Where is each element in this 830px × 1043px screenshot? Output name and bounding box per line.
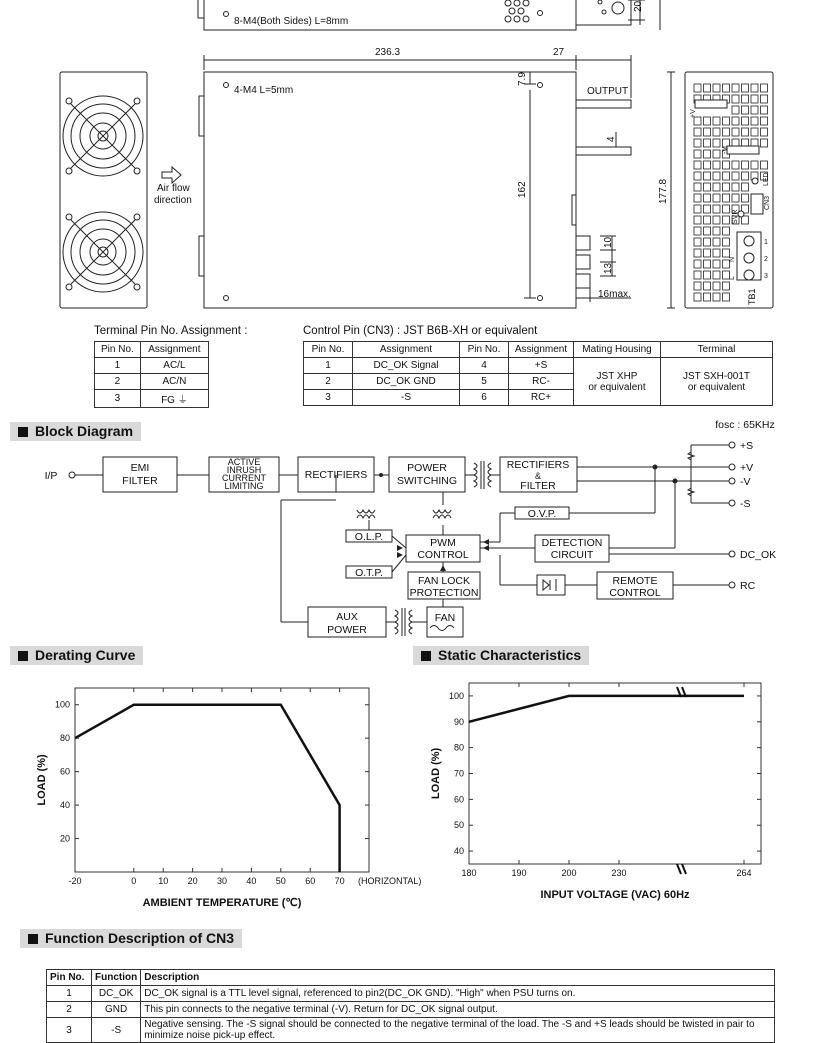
vent-slot <box>713 205 720 213</box>
table-row <box>95 358 209 374</box>
fosc-label: fosc : 65KHz <box>715 419 775 431</box>
vent-slot <box>694 194 701 202</box>
control-header: Pin No. <box>304 342 353 358</box>
vent-slot <box>732 117 739 125</box>
cell: 4 <box>460 358 509 374</box>
ip-label: I/P <box>44 470 58 482</box>
vent-slot <box>704 172 711 180</box>
terminal-line-1: JST SXH-001T <box>682 370 751 382</box>
cell: GND <box>92 1002 141 1018</box>
rect-filter-line-3: FILTER <box>520 480 556 492</box>
otp-label: O.T.P. <box>355 567 383 579</box>
out-dc-ok: DC_OK <box>740 549 777 561</box>
table-row <box>95 374 209 390</box>
vent-slot <box>742 172 749 180</box>
mating-housing-cell <box>574 358 661 406</box>
y-tick-label: 90 <box>453 716 464 727</box>
vent-slot <box>713 260 720 268</box>
vent-slot <box>704 260 711 268</box>
power-switching-line-1: POWER <box>407 462 447 474</box>
vent-slot <box>732 128 739 136</box>
rear-svr: SVR <box>732 209 739 224</box>
rect-filter-line-2: & <box>534 471 542 481</box>
vent-slot <box>694 128 701 136</box>
vent-slot <box>713 293 720 301</box>
vent-slot <box>751 84 758 92</box>
x-tick-label: 0 <box>131 876 137 886</box>
cell: DC_OK Signal <box>353 358 460 374</box>
rear-cn3: CN3 <box>764 195 771 210</box>
pwm-line-1: PWM <box>430 537 456 549</box>
vent-slot <box>723 128 730 136</box>
vent-slot <box>694 161 701 169</box>
housing-line-2: or equivalent <box>588 381 646 393</box>
olp-label: O.L.P. <box>354 531 384 543</box>
vent-slot <box>732 84 739 92</box>
vent-slot <box>732 95 739 103</box>
detection-line-2: CIRCUIT <box>550 549 594 561</box>
vent-slot <box>713 271 720 279</box>
vent-slot <box>704 238 711 246</box>
vent-slot <box>723 183 730 191</box>
fan-label: FAN <box>434 612 456 624</box>
cell: DC_OK signal is a TTL level signal, referenced to pin2(DC_OK GND). "High" when PSU turns on. <box>141 986 775 1002</box>
vent-slot <box>723 205 730 213</box>
vent-slot <box>732 106 739 114</box>
vent-slot <box>732 172 739 180</box>
terminal-table <box>94 341 209 408</box>
vent-slot <box>761 139 768 147</box>
rear-led: LED <box>763 172 770 186</box>
x-tick-label: 190 <box>511 868 527 878</box>
vent-slot <box>713 117 720 125</box>
vent-slot <box>704 183 711 191</box>
y-axis-label: LOAD (%) <box>430 747 442 800</box>
y-tick-label: 60 <box>59 766 70 777</box>
x-tick-label: 230 <box>611 868 627 878</box>
dim-width: 236.3 <box>375 47 401 58</box>
vent-slot <box>694 249 701 257</box>
x-tick-label: 70 <box>334 876 345 886</box>
static-title: Static Characteristics <box>438 647 582 663</box>
table-row <box>47 1018 775 1043</box>
vent-slot <box>713 249 720 257</box>
vent-slot <box>713 282 720 290</box>
vent-slot <box>761 161 768 169</box>
vent-slot <box>751 106 758 114</box>
vent-slot <box>732 183 739 191</box>
block-diagram-title: Block Diagram <box>35 423 134 439</box>
cell: RC- <box>509 374 574 390</box>
x-extra-label: (HORIZONTAL) <box>358 876 422 886</box>
vent-slot <box>694 271 701 279</box>
cell: 1 <box>95 358 141 374</box>
out-plus-v: +V <box>740 462 754 474</box>
cell: RC+ <box>509 390 574 406</box>
vent-slot <box>723 249 730 257</box>
vent-slot <box>713 216 720 224</box>
cell: DC_OK GND <box>353 374 460 390</box>
inrush-line-1: ACTIVE <box>227 457 261 467</box>
vent-slot <box>713 238 720 246</box>
vent-slot <box>723 172 730 180</box>
control-table <box>303 341 773 406</box>
remote-line-2: CONTROL <box>609 587 661 599</box>
cell: FG ⏚ <box>140 390 208 408</box>
cell: 3 <box>47 1018 92 1043</box>
y-axis-label: LOAD (%) <box>36 754 48 806</box>
vent-slot <box>694 205 701 213</box>
derating-title: Derating Curve <box>35 647 136 663</box>
vent-slot <box>694 150 701 158</box>
table-row <box>304 358 773 374</box>
out-plus-s: +S <box>740 440 754 452</box>
y-tick-label: 80 <box>59 733 70 744</box>
cell: 1 <box>304 358 353 374</box>
mechanical-drawing <box>0 0 830 320</box>
terminal-header-pin: Pin No. <box>95 342 141 358</box>
cell: AC/N <box>140 374 208 390</box>
function-desc-table <box>46 969 775 1043</box>
vent-slot <box>713 172 720 180</box>
dim-27: 27 <box>553 47 565 58</box>
vent-slot <box>742 183 749 191</box>
cell: 3 <box>95 390 141 408</box>
vent-slot <box>751 95 758 103</box>
vent-slot <box>694 238 701 246</box>
terminal-header-assignment: Assignment <box>140 342 208 358</box>
control-header: Pin No. <box>460 342 509 358</box>
top-screw-label: 8-M4(Both Sides) L=8mm <box>234 16 349 27</box>
y-tick-label: 100 <box>448 690 464 701</box>
inrush-line-3: CURRENT <box>222 473 266 483</box>
vent-slot <box>742 106 749 114</box>
vent-slot <box>723 282 730 290</box>
cell: 5 <box>460 374 509 390</box>
fanlock-line-1: FAN LOCK <box>418 575 470 587</box>
vent-slot <box>713 139 720 147</box>
vent-slot <box>723 238 730 246</box>
vent-slot <box>723 227 730 235</box>
x-tick-label: 20 <box>187 876 198 886</box>
y-tick-label: 70 <box>453 768 464 779</box>
y-tick-label: 40 <box>453 846 464 857</box>
x-tick-label: 264 <box>736 868 752 878</box>
vent-slot <box>742 84 749 92</box>
pwm-line-2: CONTROL <box>417 549 469 561</box>
detection-line-1: DETECTION <box>541 537 603 549</box>
function-desc-heading <box>20 929 242 948</box>
vent-slot <box>694 84 701 92</box>
vent-slot <box>713 128 720 136</box>
rear-l: L <box>729 276 736 280</box>
terminal-line-2: or equivalent <box>687 381 746 393</box>
rear-pin-2: 2 <box>764 256 768 263</box>
rectifiers-label: RECTIFIERS <box>304 469 368 481</box>
cell: 2 <box>95 374 141 390</box>
y-tick-label: 50 <box>453 820 464 831</box>
vent-slot <box>732 194 739 202</box>
vent-slot <box>723 161 730 169</box>
table-row <box>95 390 209 408</box>
vent-slot <box>713 183 720 191</box>
dim-162: 162 <box>517 181 528 198</box>
vent-slot <box>723 194 730 202</box>
vent-slot <box>704 205 711 213</box>
vent-slot <box>704 84 711 92</box>
cell: 1 <box>47 986 92 1002</box>
control-header: Assignment <box>353 342 460 358</box>
control-header: Terminal <box>661 342 773 358</box>
vent-slot <box>704 117 711 125</box>
vent-slot <box>751 128 758 136</box>
emi-line-2: FILTER <box>122 475 158 487</box>
y-tick-label: 60 <box>453 794 464 805</box>
vent-slot <box>761 128 768 136</box>
ovp-label: O.V.P. <box>527 508 557 520</box>
x-tick-label: 30 <box>216 876 228 886</box>
x-tick-label: -20 <box>68 876 82 886</box>
vent-slot <box>704 227 711 235</box>
aux-line-2: POWER <box>327 624 367 636</box>
vent-slot <box>742 216 749 224</box>
axis-break-mark <box>677 864 686 874</box>
vent-slot <box>704 282 711 290</box>
dim-20: 20 <box>633 0 644 12</box>
vent-slot <box>694 260 701 268</box>
derating-heading <box>10 646 143 665</box>
control-header: Mating Housing <box>574 342 661 358</box>
terminal-table-title: Terminal Pin No. Assignment : <box>94 325 248 337</box>
airflow-label-1: Air flow <box>157 183 190 194</box>
cell: +S <box>509 358 574 374</box>
x-tick-label: 50 <box>275 876 286 886</box>
dim-10: 10 <box>603 236 614 248</box>
y-tick-label: 100 <box>54 699 70 710</box>
cell: Negative sensing. The -S signal should be connected to the negative terminal of the load. The -S and +S leads should be twisted in pair to minimize noise pick-up effect. <box>141 1018 775 1043</box>
cell: AC/L <box>140 358 208 374</box>
rear-pin-1: 1 <box>764 239 768 246</box>
power-switching-line-2: SWITCHING <box>396 475 458 487</box>
derating-chart <box>0 670 422 915</box>
rear-n: N <box>729 256 736 262</box>
cell: -S <box>92 1018 141 1043</box>
cell: -S <box>353 390 460 406</box>
x-tick-label: 60 <box>305 876 316 886</box>
cell: DC_OK <box>92 986 141 1002</box>
static-heading <box>413 646 589 665</box>
static-chart <box>415 670 830 920</box>
control-header: Assignment <box>509 342 574 358</box>
y-tick-label: 40 <box>59 800 70 811</box>
dim-7-9: 7.9 <box>517 72 528 86</box>
terminal-cell <box>661 358 773 406</box>
vent-slot <box>742 194 749 202</box>
vent-slot <box>694 139 701 147</box>
aux-line-1: AUX <box>336 611 358 623</box>
x-tick-label: 40 <box>246 876 257 886</box>
vent-slot <box>704 128 711 136</box>
vent-slot <box>704 216 711 224</box>
dim-177-8: 177.8 <box>658 178 669 204</box>
vent-slot <box>742 128 749 136</box>
table-row <box>47 986 775 1002</box>
block-diagram <box>0 410 830 645</box>
vent-slot <box>704 139 711 147</box>
vent-slot <box>723 216 730 224</box>
vent-slot <box>761 84 768 92</box>
rear-plus-v: +V <box>690 109 697 118</box>
remote-line-1: REMOTE <box>612 575 658 587</box>
cell: This pin connects to the negative terminal (-V). Return for DC_OK signal output. <box>141 1002 775 1018</box>
vent-slot <box>713 84 720 92</box>
dim-4: 4 <box>606 136 617 142</box>
x-tick-label: 200 <box>561 868 577 878</box>
vent-slot <box>713 194 720 202</box>
fd-header-pin: Pin No. <box>47 970 92 986</box>
emi-line-1: EMI <box>130 462 150 474</box>
inrush-line-2: INRUSH <box>226 465 262 475</box>
vent-slot <box>761 106 768 114</box>
series-line <box>75 705 340 872</box>
vent-slot <box>751 161 758 169</box>
out-minus-s: -S <box>740 498 751 510</box>
vent-slot <box>704 293 711 301</box>
cell: 2 <box>304 374 353 390</box>
vent-slot <box>723 84 730 92</box>
vent-slot <box>704 271 711 279</box>
vent-slot <box>723 293 730 301</box>
vent-slot <box>704 194 711 202</box>
x-axis-label: AMBIENT TEMPERATURE (℃) <box>142 897 302 909</box>
dim-13: 13 <box>603 262 614 274</box>
inrush-line-4: LIMITING <box>224 481 264 491</box>
rect-filter-line-1: RECTIFIERS <box>506 459 570 471</box>
x-axis-label: INPUT VOLTAGE (VAC) 60Hz <box>540 889 690 901</box>
dim-16max: 16max. <box>598 289 631 300</box>
vent-slot <box>704 161 711 169</box>
rear-pin-3: 3 <box>764 273 768 280</box>
fanlock-line-2: PROTECTION <box>409 587 479 599</box>
vent-slot <box>751 117 758 125</box>
table-row <box>47 1002 775 1018</box>
control-table-title: Control Pin (CN3) : JST B6B-XH or equivalent <box>303 325 538 337</box>
vent-slot <box>742 117 749 125</box>
vent-slot <box>732 161 739 169</box>
rear-tb1: TB1 <box>747 288 757 305</box>
x-tick-label: 10 <box>158 876 169 886</box>
cell: 3 <box>304 390 353 406</box>
airflow-label-2: direction <box>154 195 192 206</box>
y-tick-label: 80 <box>453 742 464 753</box>
rear-minus-v: -V <box>722 147 729 154</box>
vent-slot <box>761 117 768 125</box>
screw-label: 4-M4 L=5mm <box>234 85 294 96</box>
cell: 6 <box>460 390 509 406</box>
vent-slot <box>704 150 711 158</box>
function-desc-title: Function Description of CN3 <box>45 930 234 946</box>
vent-slot <box>704 249 711 257</box>
housing-line-1: JST XHP <box>596 370 638 382</box>
vent-slot <box>694 172 701 180</box>
cell: 2 <box>47 1002 92 1018</box>
vent-slot <box>723 117 730 125</box>
vent-slot <box>713 150 720 158</box>
vent-slot <box>742 95 749 103</box>
vent-slot <box>742 161 749 169</box>
vent-slot <box>694 216 701 224</box>
out-minus-v: -V <box>740 476 751 488</box>
vent-slot <box>694 227 701 235</box>
output-label: OUTPUT <box>587 86 629 97</box>
fd-header-function: Function <box>92 970 141 986</box>
x-tick-label: 180 <box>461 868 477 878</box>
out-rc: RC <box>740 580 756 592</box>
vent-slot <box>713 227 720 235</box>
fd-header-description: Description <box>141 970 775 986</box>
series-line <box>469 696 744 722</box>
vent-slot <box>761 95 768 103</box>
vent-slot <box>694 183 701 191</box>
y-tick-label: 20 <box>59 833 70 844</box>
vent-slot <box>694 282 701 290</box>
vent-slot <box>713 161 720 169</box>
vent-slot <box>694 293 701 301</box>
